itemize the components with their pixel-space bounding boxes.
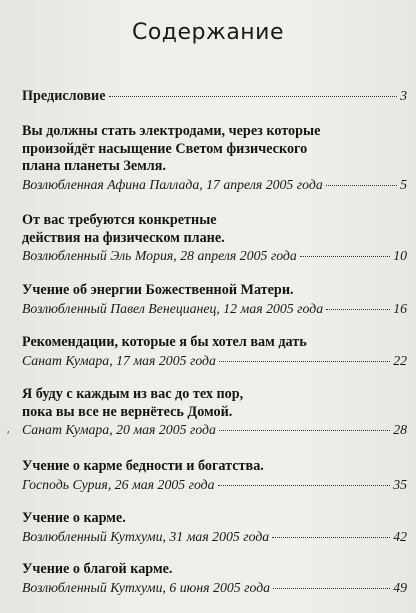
toc-entry[interactable] <box>22 386 407 439</box>
toc-entry[interactable] <box>22 334 407 369</box>
toc-entry-line <box>22 579 407 597</box>
toc-entry[interactable] <box>22 123 407 193</box>
page-heading: Содержание <box>131 20 285 45</box>
toc-entry-preface[interactable] <box>22 87 407 106</box>
dot-leader <box>109 96 398 97</box>
toc-entry-title-line: От вас требуются конкретные <box>22 212 217 228</box>
toc-entry-author: Возлюбленный Кутхуми, 6 июня 2005 года <box>22 579 271 595</box>
page-number: 35 <box>393 476 407 492</box>
dot-leader <box>219 361 390 362</box>
toc-entry[interactable] <box>22 561 407 596</box>
toc-entry[interactable] <box>22 510 407 545</box>
page-number: 10 <box>393 248 407 263</box>
toc-entry-author: Санат Кумара, 20 мая 2005 года <box>22 422 216 437</box>
toc-entry-title-line: Я буду с каждым из вас до тех пор, <box>22 386 244 402</box>
toc-entry-line <box>22 352 407 370</box>
toc-entry-title-line: Вы должны стать электродами, через которые <box>22 123 321 139</box>
toc-entry[interactable] <box>22 212 407 265</box>
dot-leader <box>326 309 390 310</box>
toc-entry-line <box>22 247 407 265</box>
toc-entry-title-line: Учение о благой карме. <box>22 561 173 577</box>
toc-entry-line <box>22 300 407 318</box>
toc-entry-line <box>22 87 407 106</box>
page-number: 28 <box>393 422 407 437</box>
toc-entry-line <box>22 176 407 194</box>
page-number: 22 <box>393 352 407 368</box>
dot-leader <box>326 185 397 186</box>
toc-entry-author: Возлюбленный Павел Венецианец, 12 мая 2005 года <box>22 300 324 316</box>
toc-entry-author: Возлюбленный Кутхуми, 31 мая 2005 года <box>22 528 270 544</box>
dot-leader <box>218 485 391 486</box>
page-number: 49 <box>393 579 407 595</box>
toc-entry-author: Господь Сурия, 26 мая 2005 года <box>22 476 215 492</box>
dot-leader <box>300 256 390 257</box>
toc-entry-line <box>22 476 407 494</box>
toc-entry-title-line: пока вы все не вернётесь Домой. <box>22 403 233 420</box>
toc-entry-author: Возлюбленный Эль Мория, 28 апреля 2005 года <box>22 248 297 263</box>
toc-entry[interactable] <box>22 458 407 493</box>
toc-entry-author: Возлюбленная Афина Паллада, 17 апреля 2005 года <box>22 176 323 192</box>
margin-mark: ʹ <box>7 428 10 442</box>
toc-entry-title-line: действия на физическом плане. <box>22 229 225 246</box>
toc-entry-title-line: Рекомендации, которые я бы хотел вам дать <box>22 334 307 350</box>
page-number: 3 <box>400 88 407 103</box>
toc-entry-title: Предисловие <box>22 88 106 104</box>
page-number: 16 <box>393 300 407 316</box>
dot-leader <box>219 430 390 431</box>
page-number: 5 <box>400 176 407 192</box>
toc-entry-title-line: произойдёт насыщение Светом физического <box>22 140 308 157</box>
toc-entry-author: Санат Кумара, 17 мая 2005 года <box>22 352 216 368</box>
toc-entry-title-line: Учение о карме бедности и богатства. <box>22 458 264 474</box>
page-number: 42 <box>393 528 407 544</box>
toc-entry[interactable] <box>22 282 407 317</box>
toc-entry-title-line: плана планеты Земля. <box>22 158 166 174</box>
dot-leader <box>272 537 390 538</box>
toc-entry-title-line: Учение об энергии Божественной Матери. <box>22 282 294 298</box>
dot-leader <box>273 588 390 589</box>
toc-entry-title-line: Учение о карме. <box>22 510 126 526</box>
toc-entry-line <box>22 421 407 439</box>
toc-entry-line <box>22 528 407 546</box>
